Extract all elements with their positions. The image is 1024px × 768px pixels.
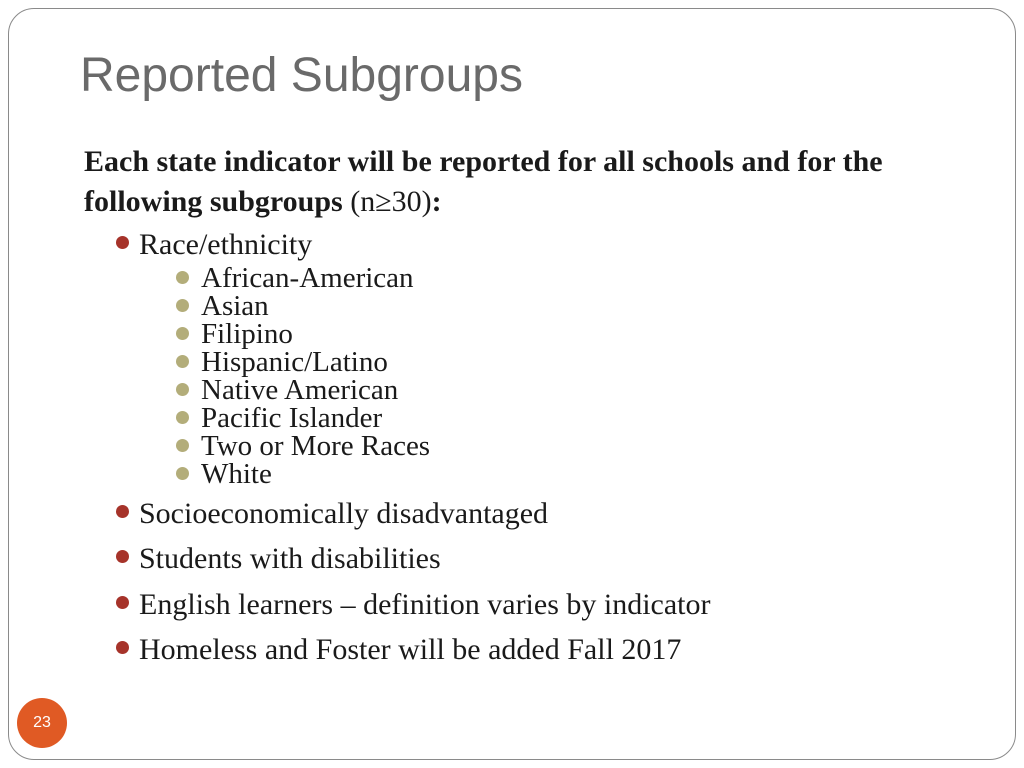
list-item xyxy=(176,264,430,292)
page-number-badge: 23 xyxy=(17,698,67,748)
list-item xyxy=(176,376,430,404)
small-round-bullet-icon xyxy=(176,439,189,452)
round-bullet-icon xyxy=(116,236,129,249)
list-item-label: African-American xyxy=(201,262,414,294)
bullet-label: Socioeconomically disadvantaged xyxy=(139,497,549,530)
small-round-bullet-icon xyxy=(176,411,189,424)
intro-colon: : xyxy=(431,185,442,218)
list-item-label: Hispanic/Latino xyxy=(201,346,388,378)
small-round-bullet-icon xyxy=(176,355,189,368)
bullet-label: Race/ethnicity xyxy=(139,228,313,261)
list-item-label: Pacific Islander xyxy=(201,402,383,434)
list-item-label: Native American xyxy=(201,374,399,406)
list-item-label: Filipino xyxy=(201,318,293,350)
small-round-bullet-icon xyxy=(176,327,189,340)
intro-paragraph xyxy=(84,142,974,222)
bullet-homeless-foster xyxy=(116,633,681,667)
bullet-disabilities xyxy=(116,542,441,576)
small-round-bullet-icon xyxy=(176,271,189,284)
list-item-label: Asian xyxy=(201,290,269,322)
small-round-bullet-icon xyxy=(176,467,189,480)
bullet-label: Students with disabilities xyxy=(139,542,441,575)
list-item xyxy=(176,432,430,460)
list-item xyxy=(176,460,430,488)
round-bullet-icon xyxy=(116,550,129,563)
bullet-label: English learners – definition varies by indicator xyxy=(139,588,711,621)
intro-threshold: (n≥30) xyxy=(342,185,432,218)
list-item xyxy=(176,348,430,376)
list-item-label: Two or More Races xyxy=(201,430,431,462)
small-round-bullet-icon xyxy=(176,299,189,312)
bullet-race-ethnicity xyxy=(116,228,312,262)
list-item xyxy=(176,404,430,432)
round-bullet-icon xyxy=(116,505,129,518)
round-bullet-icon xyxy=(116,641,129,654)
list-item xyxy=(176,292,430,320)
bullet-label: Homeless and Foster will be added Fall 2017 xyxy=(139,633,682,666)
small-round-bullet-icon xyxy=(176,383,189,396)
list-item xyxy=(176,320,430,348)
race-subgroup-list xyxy=(176,264,430,488)
bullet-english-learners xyxy=(116,588,711,622)
intro-text: Each state indicator will be reported for all schools and for the following subgroups xyxy=(84,145,883,218)
round-bullet-icon xyxy=(116,596,129,609)
slide-title: Reported Subgroups xyxy=(80,49,523,102)
bullet-socioeconomic xyxy=(116,497,548,531)
list-item-label: White xyxy=(201,458,272,490)
